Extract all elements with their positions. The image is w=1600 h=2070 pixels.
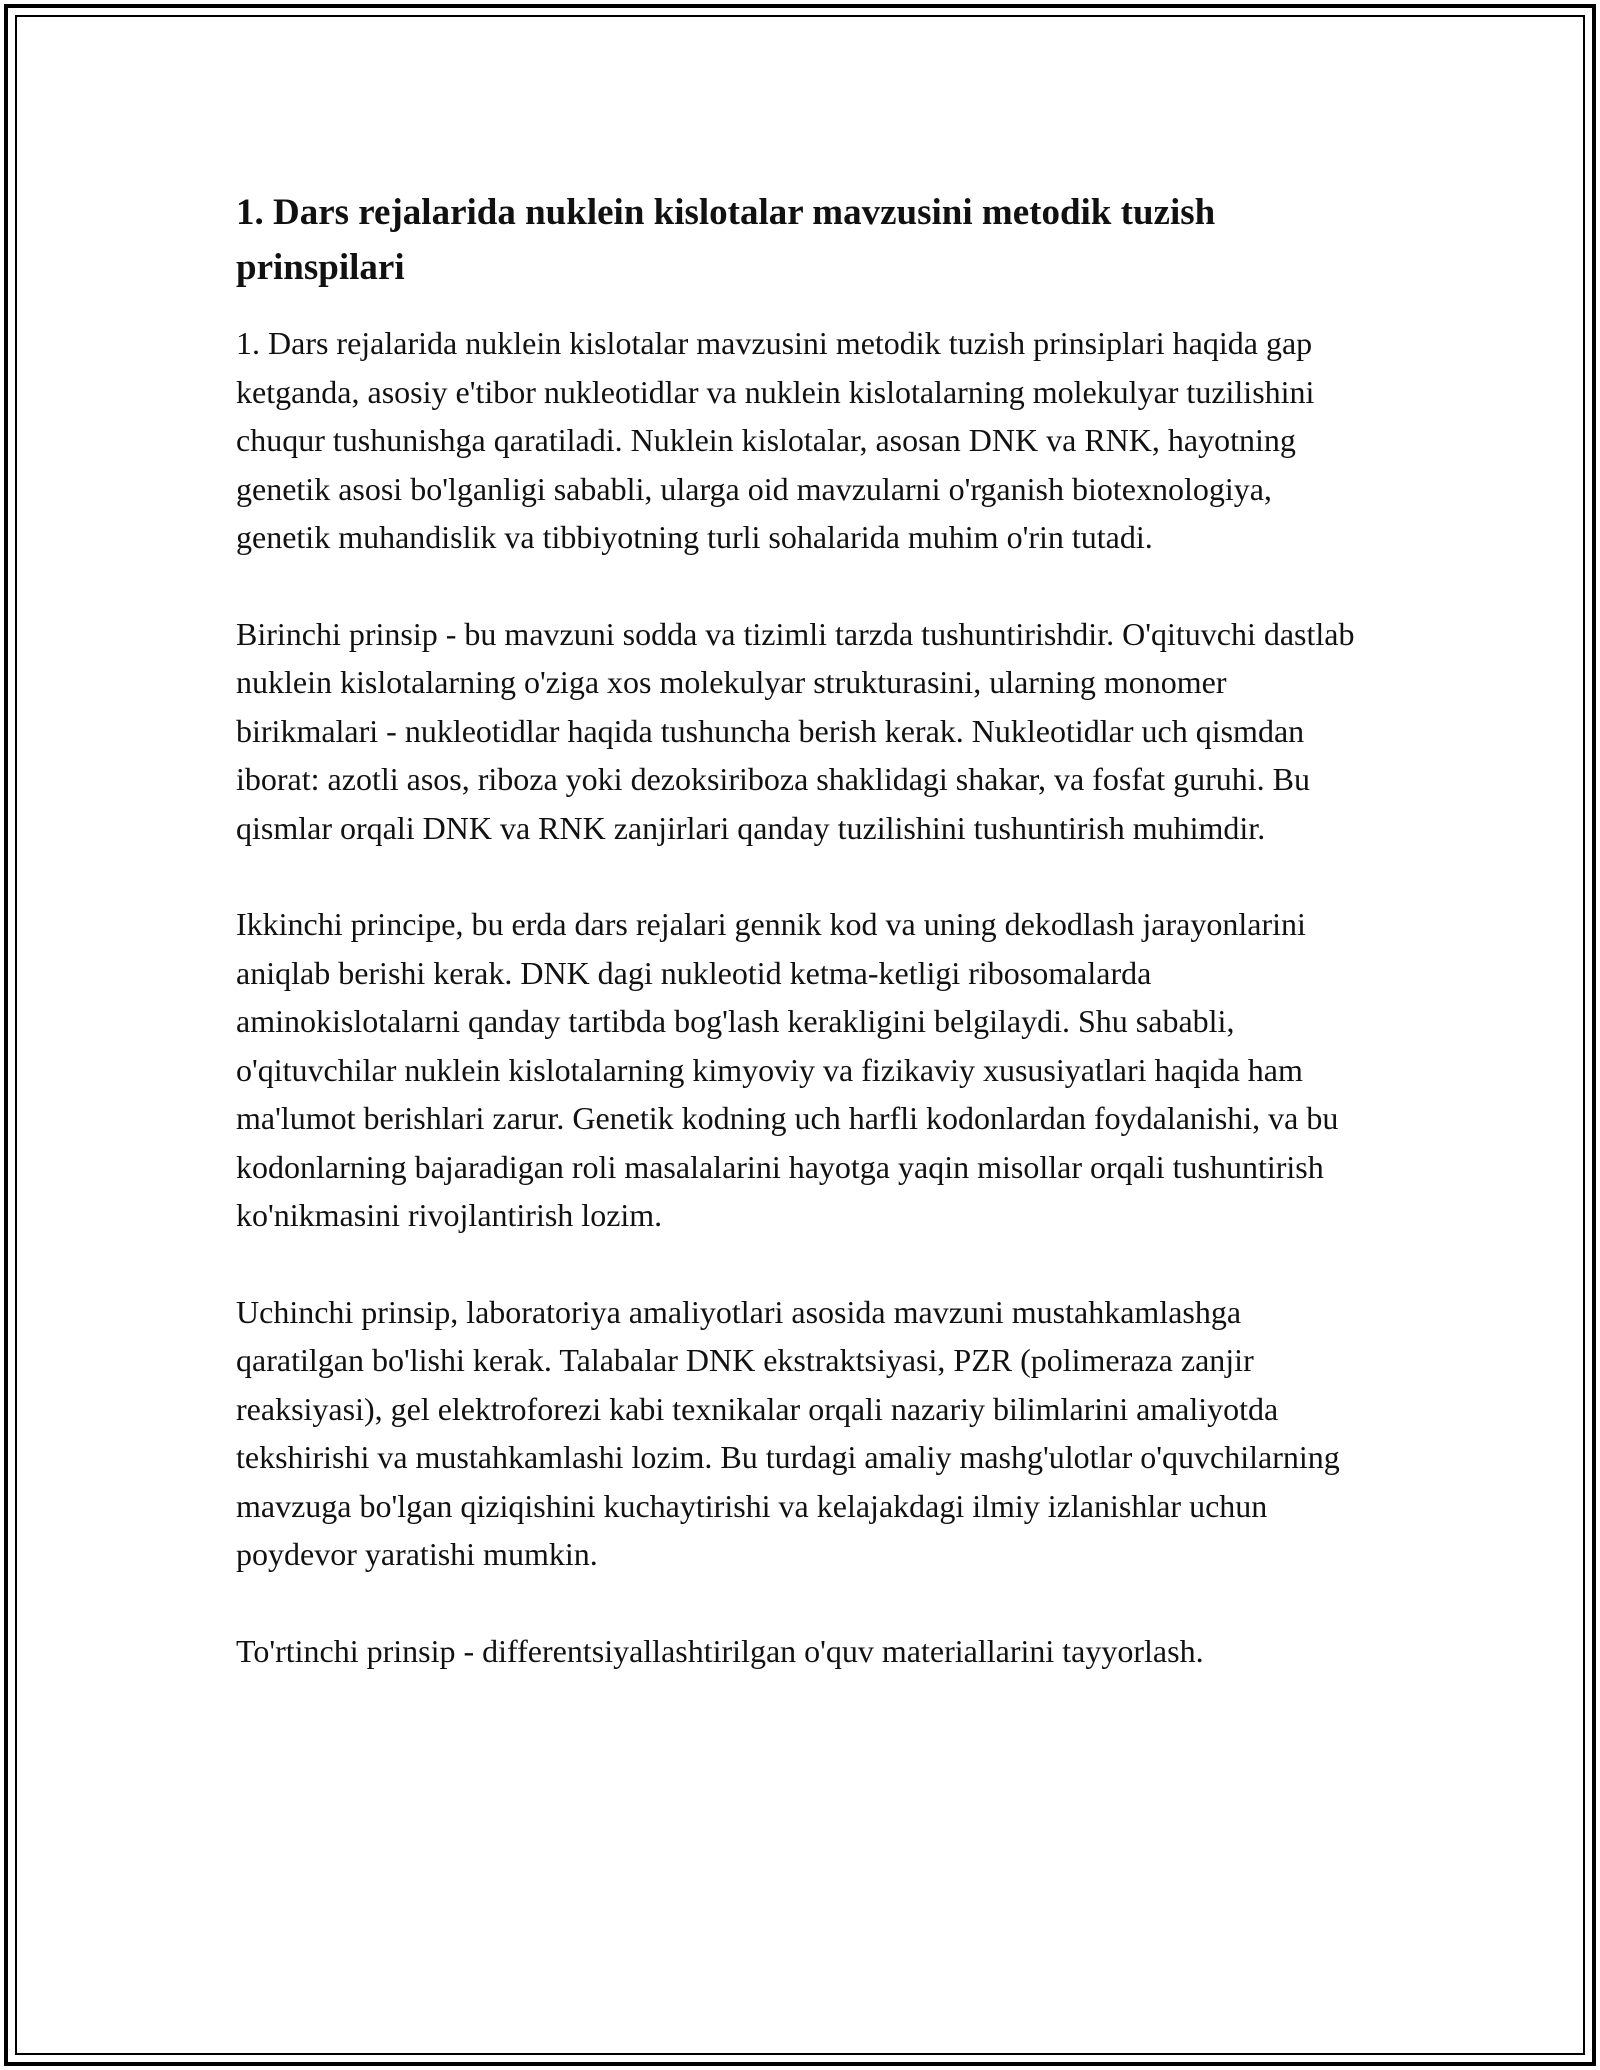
- document-body: [236, 185, 1366, 1723]
- paragraph-intro: 1. Dars rejalarida nuklein kislotalar mavzusini metodik tuzish prinsiplari haqida gap ketganda, asosiy e'tibor nukleotidlar va nuklein kislotalarning molekulyar tuzilishini chuqur tushunishga qaratiladi. Nuklein kislotalar, asosan DNK va RNK, hayotning genetik asosi bo'lganligi sababli, ularga oid mavzularni o'rganish biotexnologiya, genetik muhandislik va tibbiyotning turli sohalarida muhim o'rin tutadi.: [236, 325, 1315, 555]
- paragraph-fourth-principle: To'rtinchi prinsip - differentsiyallashtirilgan o'quv materiallarini tayyorlash.: [236, 1632, 1204, 1669]
- paragraph-first-principle: Birinchi prinsip - bu mavzuni sodda va tizimli tarzda tushuntirishdir. O'qituvchi dastlab nuklein kislotalarning o'ziga xos molekulyar strukturasini, ularning monomer birikmalari - nukleotidlar haqida tushuncha berish kerak. Nukleotidlar uch qismdan iborat: azotli asos, riboza yoki dezoksiriboza shaklidagi shakar, va fosfat guruhi. Bu qismlar orqali DNK va RNK zanjirlari qanday tuzilishini tushuntirish muhimdir.: [236, 615, 1355, 846]
- paragraph-second-principle: Ikkinchi principe, bu erda dars rejalari gennik kod va uning dekodlash jarayonlarini aniqlab berishi kerak. DNK dagi nukleotid ketma-ketligi ribosomalarda aminokislotalarni qanday tartibda bog'lash kerakligini belgilaydi. Shu sababli, o'qituvchilar nuklein kislotalarning kimyoviy va fizikaviy xususiyatlari haqida ham ma'lumot berishlari zarur. Genetik kodning uch harfli kodonlardan foydalanishi, va bu kodonlarning bajaradigan roli masalalarini hayotga yaqin misollar orqali tushuntirish ko'nikmasini rivojlantirish lozim.: [236, 906, 1339, 1233]
- paragraph-third-principle: Uchinchi prinsip, laboratoriya amaliyotlari asosida mavzuni mustahkamlashga qaratilgan bo'lishi kerak. Talabalar DNK ekstraktsiyasi, PZR (polimeraza zanjir reaksiyasi), gel elektroforezi kabi texnikalar orqali nazariy bilimlarini amaliyotda tekshirishi va mustahkamlashi lozim. Bu turdagi amaliy mashg'ulotlar o'quvchilarning mavzuga bo'lgan qiziqishini kuchaytirishi va kelajakdagi ilmiy izlanishlar uchun poydevor yaratishi mumkin.: [236, 1293, 1340, 1572]
- document-heading: 1. Dars rejalarida nuklein kislotalar mavzusini metodik tuzish prinspilari: [236, 192, 1216, 288]
